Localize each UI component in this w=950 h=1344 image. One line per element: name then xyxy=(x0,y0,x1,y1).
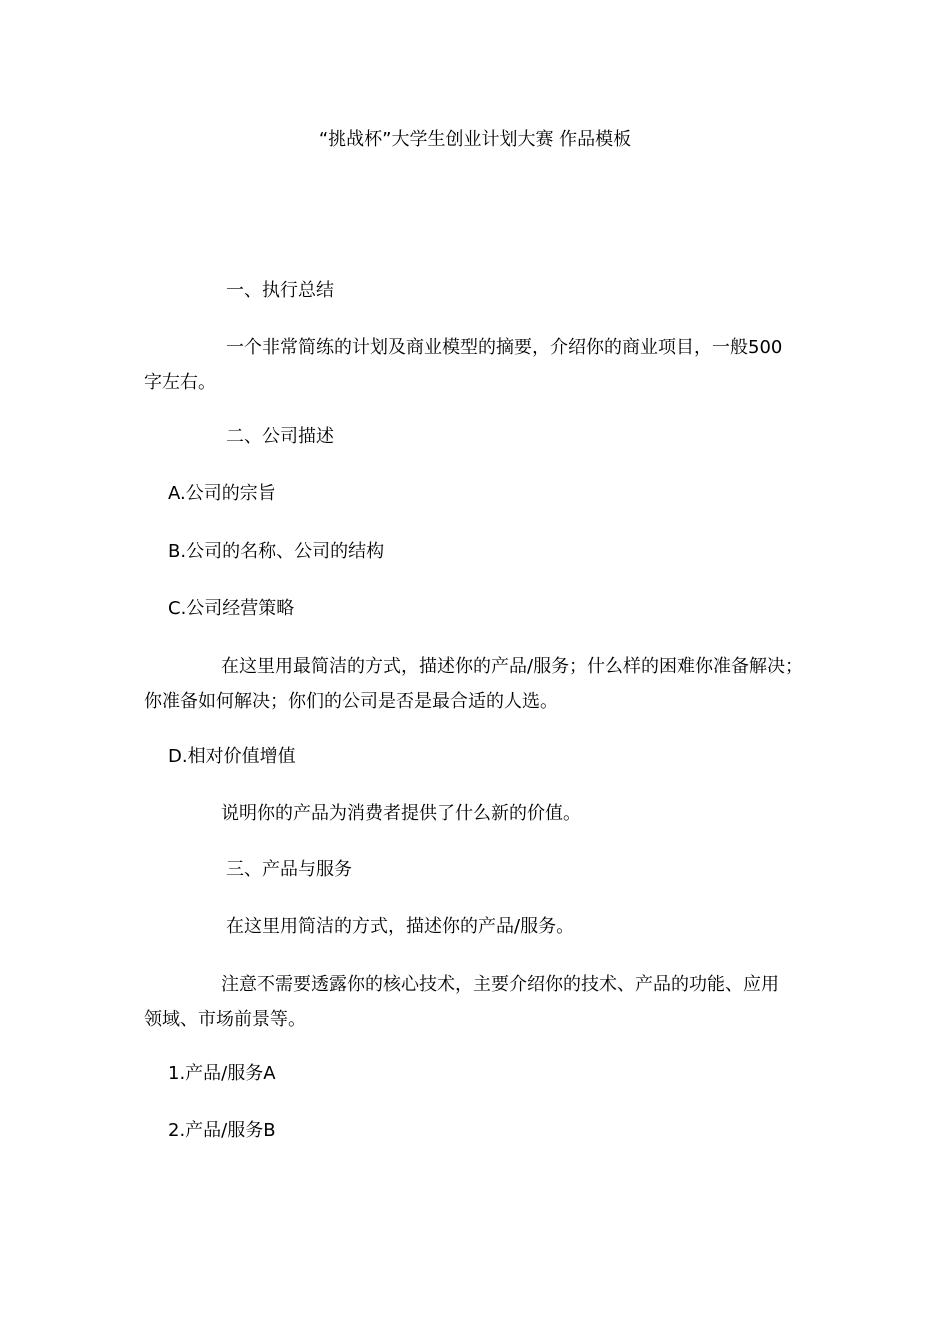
section-3-paragraph-2-line-1: 注意不需要透露你的核心技术，主要介绍你的技术、产品的功能、应用 xyxy=(221,974,779,995)
section-1-paragraph-line-1: 一个非常简练的计划及商业模型的摘要，介绍你的商业项目，一般500 xyxy=(226,337,783,358)
section-2-item-c: C.公司经营策略 xyxy=(168,598,295,619)
section-2-item-b: B.公司的名称、公司的结构 xyxy=(168,541,385,562)
section-3-heading: 三、产品与服务 xyxy=(226,859,352,880)
section-3-paragraph-1: 在这里用简洁的方式，描述你的产品/服务。 xyxy=(226,916,575,937)
section-2-item-d-paragraph: 说明你的产品为消费者提供了什么新的价值。 xyxy=(221,803,581,824)
document-title: “挑战杯”大学生创业计划大赛 作品模板 xyxy=(318,129,632,150)
section-2-item-c-paragraph-line-2: 你准备如何解决；你们的公司是否是最合适的人选。 xyxy=(144,691,558,712)
section-3-item-1: 1.产品/服务A xyxy=(168,1063,276,1084)
section-2-item-d: D.相对价值增值 xyxy=(168,746,296,767)
section-3-item-2: 2.产品/服务B xyxy=(168,1120,276,1141)
section-3-paragraph-2-line-2: 领域、市场前景等。 xyxy=(144,1009,306,1030)
section-2-item-a: A.公司的宗旨 xyxy=(168,483,276,504)
section-1-paragraph-line-2: 字左右。 xyxy=(144,372,216,393)
section-2-item-c-paragraph-line-1: 在这里用最简洁的方式，描述你的产品/服务；什么样的困难你准备解决； xyxy=(221,656,804,677)
section-2-heading: 二、公司描述 xyxy=(226,426,334,447)
section-1-heading: 一、执行总结 xyxy=(226,280,334,301)
